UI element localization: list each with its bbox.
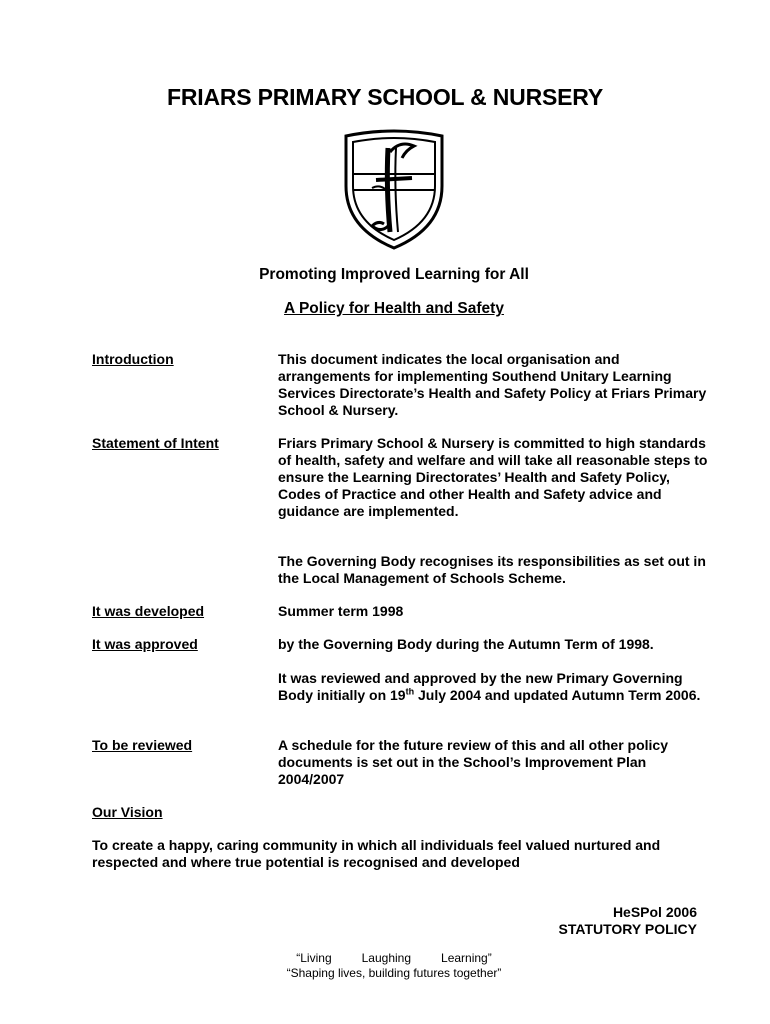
vision-text: To create a happy, caring community in which all individuals feel valued nurtured and respected and where true potential is recognised and developed: [92, 837, 661, 870]
policy-reference: [559, 904, 697, 938]
approved-text: by the Governing Body during the Autumn Term of 1998.: [278, 636, 654, 652]
policy-code: HeSPol 2006: [612, 904, 697, 920]
review-approval-text: [278, 670, 708, 704]
review-approval-ordinal: th: [405, 686, 415, 697]
statement-of-intent-label: Statement of Intent: [92, 435, 219, 451]
vision-label: Our Vision: [92, 804, 163, 820]
tagline: Promoting Improved Learning for All: [259, 266, 529, 283]
motto-word-living: “Living: [296, 951, 332, 965]
review-approval-part2: July 2004 and updated Autumn Term 2006.: [414, 687, 701, 703]
school-name-heading: FRIARS PRIMARY SCHOOL & NURSERY: [167, 84, 603, 110]
approved-label: It was approved: [92, 636, 198, 652]
motto-word-laughing: Laughing: [361, 951, 412, 965]
school-motto: [0, 951, 770, 981]
motto-line-1: [0, 951, 770, 966]
developed-label: It was developed: [92, 603, 205, 619]
motto-line-2: “Shaping lives, building futures together”: [286, 966, 502, 980]
policy-type: STATUTORY POLICY: [558, 921, 697, 937]
introduction-text: This document indicates the local organisation and arrangements for implementing Southend Unitary Learning Services Directorate’s Health and Safety Policy at Friars Primary School & Nursery.: [278, 351, 707, 418]
introduction-label: Introduction: [92, 351, 174, 367]
policy-title: A Policy for Health and Safety: [284, 300, 504, 317]
statement-of-intent-text: Friars Primary School & Nursery is committed to high standards of health, safety and welfare and will take all reasonable steps to ensure the Learning Directorates’ Health and Safety Policy, Codes of Practice and other Health and Safety advice and guidance are implemented.: [278, 435, 708, 519]
review-approval-part1: It was reviewed and approved by the new Primary Governing Body initially on 19: [278, 670, 683, 703]
governing-body-text: The Governing Body recognises its responsibilities as set out in the Local Management of Schools Scheme.: [278, 553, 706, 586]
to-be-reviewed-text: A schedule for the future review of this and all other policy documents is set out in the School’s Improvement Plan 2004/2007: [278, 737, 668, 787]
developed-text: Summer term 1998: [278, 603, 404, 619]
school-crest-shield-icon: [338, 128, 450, 252]
to-be-reviewed-label: To be reviewed: [92, 737, 193, 753]
motto-word-learning: Learning”: [441, 951, 492, 965]
